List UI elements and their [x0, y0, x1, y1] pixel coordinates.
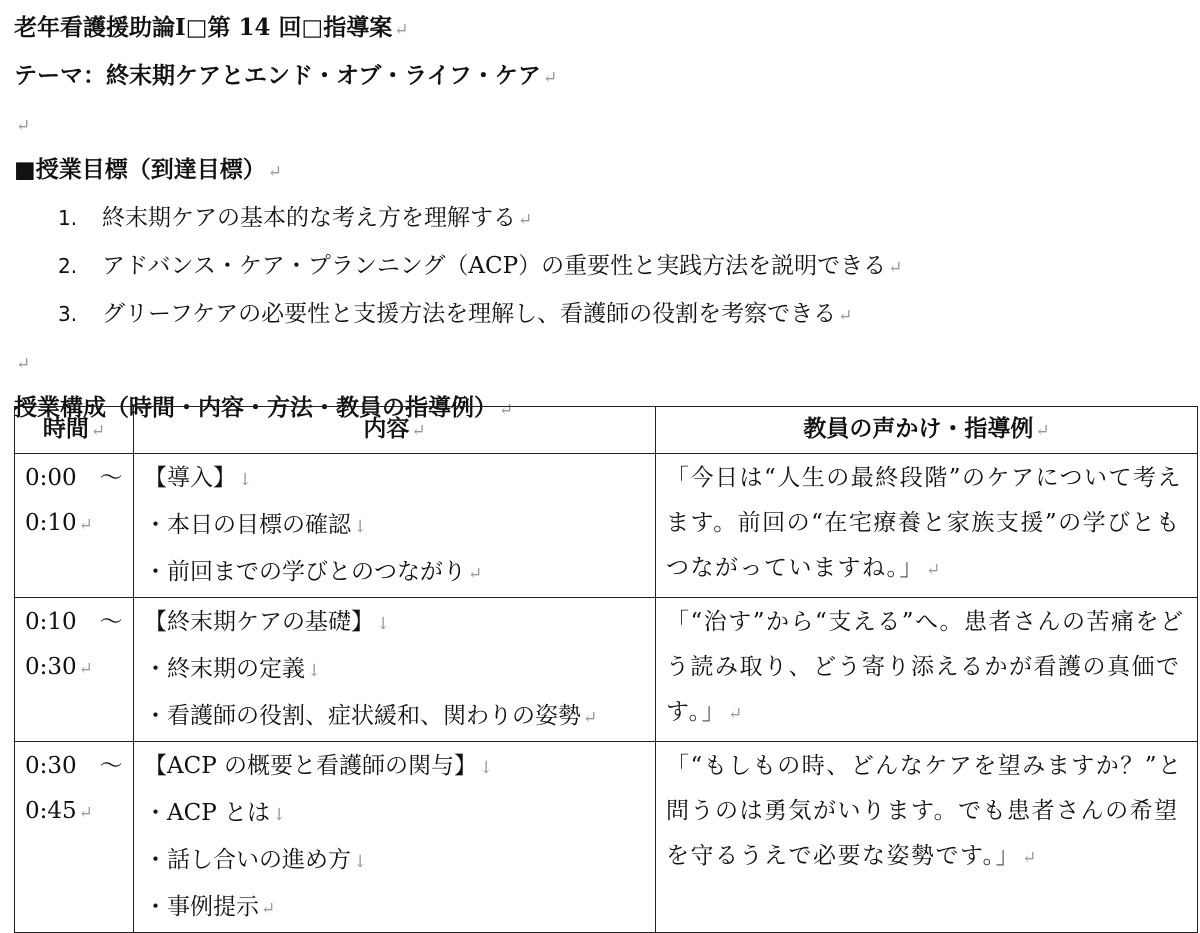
cell-mark-icon: ↵: [468, 564, 483, 584]
time-end-line: [25, 501, 123, 548]
line-break-mark-icon: ↓: [238, 470, 253, 490]
cell-mark-icon: ↵: [583, 708, 598, 728]
line-break-mark-icon: ↓: [353, 852, 368, 872]
document-title: 老年看護援助論Ⅰ□第 14 回□指導案: [14, 14, 393, 41]
header-content: [134, 407, 656, 454]
structure-heading: 授業構成（時間・内容・方法・教員の指導例）: [14, 394, 497, 421]
cell-mark-icon: ↵: [261, 899, 276, 919]
document-page: [14, 0, 1200, 920]
lesson-table: [14, 406, 1198, 933]
goal-number: 1.: [58, 206, 78, 230]
cell-mark-icon: ↵: [926, 560, 942, 580]
goal-text: 終末期ケアの基本的な考え方を理解する: [102, 205, 516, 231]
content-text: 【導入】: [144, 465, 236, 491]
goal-number: 3.: [58, 302, 78, 326]
empty-paragraph: [14, 339, 1200, 385]
content-line: [144, 600, 645, 647]
paragraph-mark-icon: ↵: [888, 258, 903, 278]
teacher-cell: [656, 454, 1198, 598]
content-line: [144, 647, 645, 694]
content-text: 【終末期ケアの基礎】: [144, 609, 374, 635]
goals-list: [14, 195, 1200, 339]
time-start: 0:30 ～: [25, 753, 123, 779]
teacher-text-block: [666, 600, 1187, 737]
table-row: [15, 742, 1198, 933]
cell-mark-icon: ↵: [90, 421, 106, 441]
line-break-mark-icon: ↓: [376, 614, 391, 634]
line-break-mark-icon: ↓: [272, 805, 287, 825]
time-end-line: [25, 789, 123, 836]
table-header-row: [15, 407, 1198, 454]
line-break-mark-icon: ↓: [479, 758, 494, 778]
time-cell: [15, 454, 134, 598]
cell-mark-icon: ↵: [78, 659, 93, 679]
goal-item: [14, 243, 1200, 291]
header-teacher: [656, 407, 1198, 454]
time-end-line: [25, 645, 123, 692]
time-end: 0:45: [25, 798, 77, 824]
paragraph-mark-icon: ↵: [16, 354, 31, 374]
teacher-cell: [656, 742, 1198, 933]
paragraph-mark-icon: ↵: [394, 20, 409, 40]
line-break-mark-icon: ↓: [307, 661, 322, 681]
lesson-table-wrapper: [14, 406, 1198, 933]
header-time: [15, 407, 134, 454]
cell-mark-icon: ↵: [1022, 848, 1038, 868]
content-line: [144, 694, 645, 741]
content-line: [144, 456, 645, 503]
goal-item: [14, 195, 1200, 243]
content-line: [144, 744, 645, 791]
content-text: ・前回までの学びとのつながり: [144, 559, 466, 585]
goals-heading: ■授業目標（到達目標）: [14, 156, 266, 183]
content-text: ・話し合いの進め方: [144, 847, 351, 873]
time-end: 0:10: [25, 510, 77, 536]
content-line: [144, 838, 645, 885]
teacher-text: 「今日は“人生の最終段階”のケアについて考えます。前回の“在宅療養と家族支援”の学びともつながっていますね。」: [666, 465, 1183, 581]
time-cell: [15, 742, 134, 933]
cell-mark-icon: ↵: [728, 704, 744, 724]
teacher-cell: [656, 598, 1198, 742]
cell-mark-icon: ↵: [411, 421, 426, 441]
teacher-text: 「“治す”から“支える”へ。患者さんの苦痛をどう読み取り、どう寄り添えるかが看護の真価です。」: [666, 609, 1185, 725]
header-content-label: 内容: [363, 415, 410, 442]
paragraph-mark-icon: ↵: [518, 210, 533, 230]
paragraph-mark-icon: ↵: [267, 162, 282, 182]
theme-text: テーマ：終末期ケアとエンド・オブ・ライフ・ケア: [14, 62, 541, 89]
goal-text: アドバンス・ケア・プランニング（ACP）の重要性と実践方法を説明できる: [102, 253, 887, 279]
content-text: 【ACP の概要と看護師の関与】: [144, 753, 477, 779]
content-text: ・本日の目標の確認: [144, 512, 351, 538]
time-start: 0:10 ～: [25, 609, 123, 635]
teacher-text-block: [666, 744, 1187, 881]
goals-heading-line: [14, 147, 1200, 195]
cell-mark-icon: ↵: [78, 803, 93, 823]
content-text: ・ACP とは: [144, 800, 270, 826]
content-cell: [134, 742, 656, 933]
time-start: 0:00 ～: [25, 465, 123, 491]
document-title-line: [14, 5, 1200, 53]
empty-paragraph: [14, 101, 1200, 147]
paragraph-mark-icon: ↵: [16, 116, 31, 136]
goal-item: [14, 291, 1200, 339]
content-cell: [134, 454, 656, 598]
content-line: [144, 550, 645, 597]
theme-line: [14, 53, 1200, 101]
content-text: ・事例提示: [144, 894, 259, 920]
line-break-mark-icon: ↓: [353, 517, 368, 537]
content-line: [144, 503, 645, 550]
cell-mark-icon: ↵: [1035, 421, 1050, 441]
content-cell: [134, 598, 656, 742]
paragraph-mark-icon: ↵: [499, 400, 514, 420]
content-line: [144, 885, 645, 932]
teacher-text-block: [666, 456, 1187, 593]
teacher-text: 「“もしもの時、どんなケアを望みますか？”と問うのは勇気がいります。でも患者さんの希望を守るうえで必要な姿勢です。」: [666, 753, 1183, 869]
goal-text: グリーフケアの必要性と支援方法を理解し、看護師の役割を考察できる: [102, 301, 837, 327]
header-teacher-label: 教員の声かけ・指導例: [803, 415, 1034, 442]
table-row: [15, 598, 1198, 742]
time-end: 0:30: [25, 654, 77, 680]
content-text: ・看護師の役割、症状緩和、関わりの姿勢: [144, 703, 581, 729]
paragraph-mark-icon: ↵: [838, 306, 853, 326]
time-cell: [15, 598, 134, 742]
header-time-label: 時間: [42, 415, 89, 442]
table-row: [15, 454, 1198, 598]
content-line: [144, 791, 645, 838]
paragraph-mark-icon: ↵: [542, 68, 558, 88]
cell-mark-icon: ↵: [78, 515, 93, 535]
content-text: ・終末期の定義: [144, 656, 305, 682]
goal-number: 2.: [58, 254, 78, 278]
